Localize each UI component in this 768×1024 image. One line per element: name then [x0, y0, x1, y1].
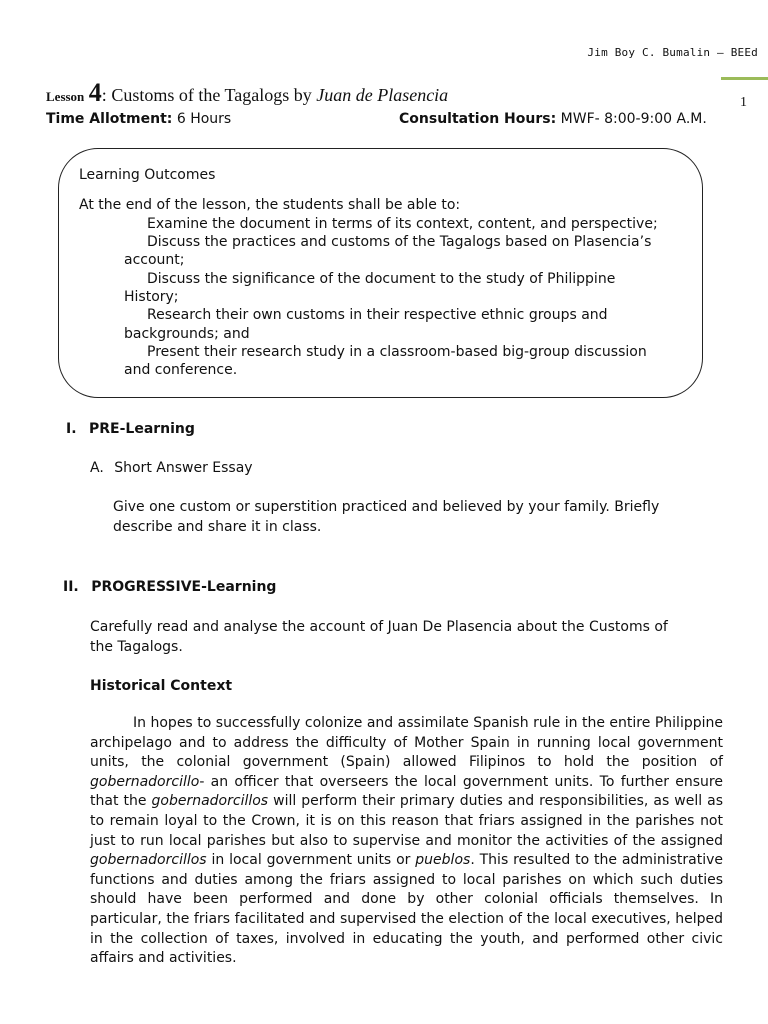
lesson-number: 4 [88, 78, 102, 107]
time-allotment [46, 111, 231, 127]
section-2-heading [63, 579, 276, 595]
section-2-numeral: II. [63, 579, 79, 595]
paragraph-text: In hopes to successfully colonize and assimilate Spanish rule in the entire Philippine archipelago and to address the difficulty of Mother Spain in running local government units, the colonial government (Spain) allowed Filipinos to hold the position of [90, 715, 723, 771]
lesson-title-text: Customs of the Tagalogs by [111, 85, 312, 105]
essay-prompt-line: describe and share it in class. [113, 519, 322, 535]
learning-outcomes-box [58, 148, 703, 398]
paragraph-text: will perform their primary duties and responsibilities, as well as to remain loyal to the Crown, it is on this reason that friars assigned in the parishes not just to run local parishes but also to supervise and monitor the activities of the assigned [90, 793, 724, 849]
subsection-a-heading [90, 460, 253, 476]
term-gobernadorcillo: gobernadorcillo [90, 773, 200, 790]
outcome-line: and conference. [124, 362, 238, 378]
outcomes-intro: At the end of the lesson, the students shall be able to: [79, 197, 461, 213]
subsection-a-letter: A. [90, 460, 104, 476]
section-1-heading [66, 421, 195, 437]
time-label: Time Allotment: [46, 111, 173, 127]
essay-prompt-line: Give one custom or superstition practiced and believed by your family. Briefly [113, 499, 660, 515]
lesson-title [46, 78, 448, 108]
section-2-intro-line: the Tagalogs. [90, 639, 183, 655]
section-2-title: PROGRESSIVE-Learning [91, 579, 277, 595]
paragraph-text: - an officer that overseers the local government units. To further ensure that the [90, 773, 723, 810]
accent-rule [721, 77, 768, 80]
subsection-a-title: Short Answer Essay [114, 460, 253, 476]
term-pueblos: pueblos [415, 852, 471, 869]
section-2-intro-line: Carefully read and analyse the account of Juan De Plasencia about the Customs of [90, 619, 668, 635]
outcome-line: Discuss the practices and customs of the Tagalogs based on Plasencia’s [147, 234, 652, 250]
outcome-line: backgrounds; and [124, 326, 250, 342]
section-1-numeral: I. [66, 421, 77, 437]
page-number: 1 [740, 95, 747, 110]
outcomes-heading: Learning Outcomes [79, 167, 216, 183]
lesson-separator: : [101, 85, 107, 105]
outcome-line: Present their research study in a classroom-based big-group discussion [147, 344, 647, 360]
consult-label: Consultation Hours: [399, 111, 557, 127]
outcome-line: Research their own customs in their respective ethnic groups and [147, 307, 608, 323]
lesson-word: Lesson [46, 89, 85, 104]
section-1-title: PRE-Learning [88, 421, 195, 437]
historical-context-paragraph [90, 714, 723, 969]
outcome-line: account; [124, 252, 185, 268]
lesson-author: Juan de Plasencia [316, 85, 449, 105]
term-gobernadorcillos: gobernadorcillos [90, 852, 207, 869]
author-header: Jim Boy C. Bumalin – BEEd [587, 46, 758, 59]
consult-value: MWF- 8:00-9:00 A.M. [560, 111, 707, 127]
term-gobernadorcillos: gobernadorcillos [151, 793, 269, 810]
outcome-line: Examine the document in terms of its context, content, and perspective; [147, 216, 658, 232]
outcome-line: History; [124, 289, 179, 305]
time-value: 6 Hours [176, 111, 232, 127]
consultation-hours [399, 111, 707, 127]
paragraph-text: . This resulted to the administrative functions and duties among the friars assigned to local parishes on which such duties should have been performed and done by other colonial officials themselves. In particular, the friars facilitated and supervised the election of the local executives, helped in the collection of taxes, involved in educating the youth, and performed other civic affairs and activities. [90, 852, 723, 967]
outcome-line: Discuss the significance of the document to the study of Philippine [147, 271, 616, 287]
paragraph-text: in local government units or [211, 852, 411, 869]
historical-context-heading: Historical Context [90, 678, 233, 694]
